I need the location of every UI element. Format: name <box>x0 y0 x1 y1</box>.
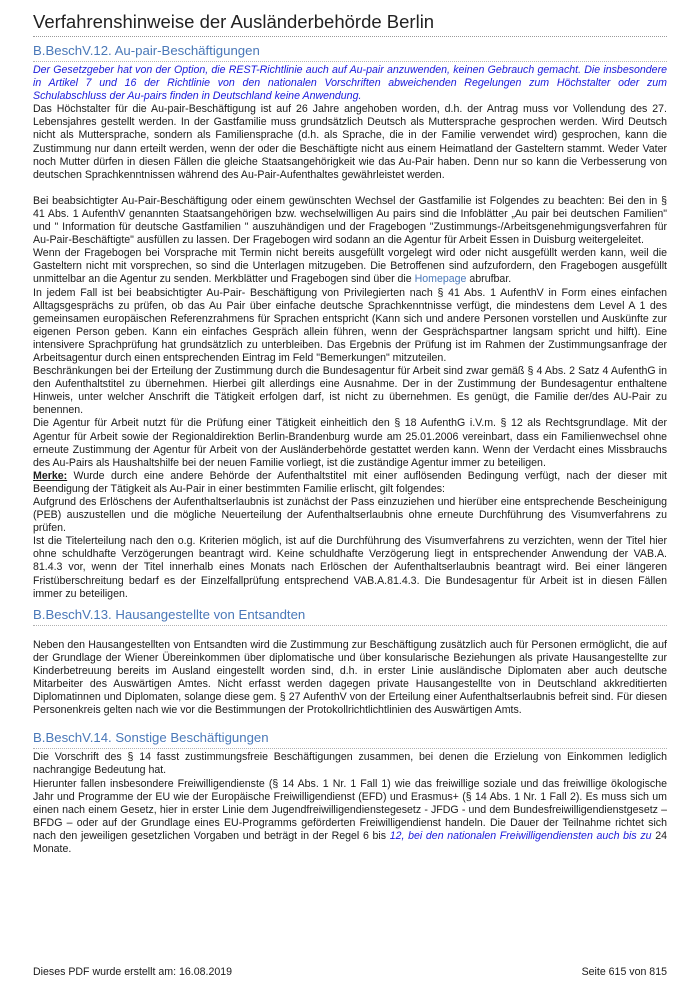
paragraph: Beschränkungen bei der Erteilung der Zustimmung durch die Bundesagentur für Arbeit sind zwar gemäß § 4 Abs. 2 Satz 4 AufenthG in den Aufenthaltstitel zu übernehmen. Hierbei gilt allerdings eine Ausnahme. Der in der Zustimmung der Bundesagentur enthaltene Hinweis, unter welcher Anschrift die Tätigkeit erfolgen darf, ist nicht zu übernehmen. Es genügt, die Familie der/des AU-Pair zu benennen. <box>33 365 667 417</box>
paragraph: Die Vorschrift des § 14 fasst zustimmungsfreie Beschäftigungen zusammen, bei denen die Erzielung von Einkommen lediglich nachrangige Bedeutung hat. <box>33 751 667 777</box>
paragraph: Aufgrund des Erlöschens der Aufenthaltserlaubnis ist zunächst der Pass einzuziehen und hierüber eine entsprechende Bescheinigung (PEB) auszustellen und die mögliche Neuerteilung der Aufenthaltserlaubnis ohne erneute Durchführung des Visumverfahrens zu prüfen. <box>33 496 667 535</box>
section-heading-12: B.BeschV.12. Au-pair-Beschäftigungen <box>33 43 260 58</box>
paragraph <box>33 778 667 857</box>
paragraph: Ist die Titelerteilung nach den o.g. Kriterien möglich, ist auf die Durchführung des Visumverfahrens zu verzichten, wenn der Titel hier ohne schuldhafte Verzögerungen beantragt wird. Keine schuldhafte Verzögerung liegt in entsprechender Anwendung der VAB.A. 81.4.3 vor, wenn der Titel innerhalb eines Monats nach Erlöschen der Aufenthaltserlaubnis beantragt wird. Bei einer längeren Fristüberschreitung bedarf es der Einzelfallprüfung entsprechend VAB.A.81.4.3. Die Bundesagentur für Arbeit ist in diesen Fällen immer zu beteiligen. <box>33 535 667 600</box>
creation-date: Dieses PDF wurde erstellt am: 16.08.2019 <box>33 966 233 978</box>
directive-hint: Der Gesetzgeber hat von der Option, die REST-Richtlinie auch auf Au-pair anzuwenden, keinen Gebrauch gemacht. Die insbesondere in Artikel 7 und 16 der Richtlinie von den nationalen Vorschriften abweichenden Regelungen zum Höchstalter oder zum Schulabschluss der Au-pairs finden in Deutschland keine Anwendung. <box>33 64 667 103</box>
document-title: Verfahrenshinweise der Ausländerbehörde Berlin <box>33 11 435 32</box>
paragraph-text: abrufbar. <box>466 273 512 286</box>
paragraph: Das Höchstalter für die Au-pair-Beschäftigung ist auf 26 Jahre angehoben worden, d.h. der Antrag muss vor Vollendung des 27. Lebensjahres gestellt werden. In der Gastfamilie muss grundsätzlich Deutsch als Muttersprache gesprochen werden. Wird Deutsch nicht als Muttersprache, sondern als Familiensprache (d.h. als Sprache, die in der Familie verwendet wird) gesprochen, kann die Zustimmung nur dann erteilt werden, wenn der oder die Beschäftigte nicht aus einem Heimatland der Gasteltern stammt. Weder Vater noch Mutter dürfen in diesen Fällen die gleiche Staatsangehörigkeit wie das Au-Pair haben. Denn nur so kann die Verbesserung von deutschen Sprachkenntnissen während des Au-Pair-Aufenthaltes gewährleistet werden. <box>33 103 667 181</box>
freiwilligendienst-link[interactable]: 12, bei den nationalen Freiwilligendiensten auch bis zu <box>389 829 652 842</box>
paragraph: In jedem Fall ist bei beabsichtigter Au-Pair- Beschäftigung von Privilegierten nach § 41 Abs. 1 AufenthV in Form eines einfachen Alltagsgesprächs zu prüfen, ob das Au Pair über einfache deutsche Sprachkenntnisse verfügt, die mindestens dem Level A 1 des gemeinsamen europäischen Referenzrahmens für Sprachen entspricht (Kann sich und andere Personen vorstellen und Auskünfte zur eigenen Person geben. Kann ein einfaches Gespräch allein führen, wenn der Gesprächspartner langsam spricht und hilft). Eine intensivere Sprachprüfung hat grundsätzlich zu unterbleiben. Das Ergebnis der Prüfung ist im Rahmen der Zustimmungsanfrage der Arbeitsagentur durch einen entsprechenden Eintrag im Feld "Bemerkungen" mitzuteilen. <box>33 286 667 364</box>
merke-label: Merke: <box>33 469 68 482</box>
paragraph: Die Agentur für Arbeit nutzt für die Prüfung einer Tätigkeit einheitlich den § 18 AufenthG i.V.m. § 12 als Rechtsgrundlage. Mit der Agentur für Arbeit sowie der Regionaldirektion Berlin-Brandenburg wurde am 25.01.2006 vereinbart, dass ein Familienwechsel ohne erneute Zustimmung der Agentur für Arbeit von der Ausländerbehörde gestattet werden kann. Wenn der Verdacht eines Missbrauchs des Au-Pairs als Haushaltshilfe bei der neuen Familie vorliegt, ist die zuständige Agentur immer zu beteiligen. <box>33 417 667 469</box>
paragraph-text: Wenn der Fragebogen bei Vorsprache mit Termin nicht bereits ausgefüllt vorgelegt wird oder nicht ausgefüllt werden kann, weil die Gasteltern nicht mit vorsprechen, so sind die Unterlagen mitzugeben. Die Betroffenen sind aufzufordern, den Fragebogen ausgefüllt unmittelbar an die Agentur zu senden. Merkblätter und Fragebogen sind über die <box>33 247 667 286</box>
paragraph-text: Wurde durch eine andere Behörde der Aufenthaltstitel mit einer auflösenden Bedingung verfügt, nach der dieser mit Beendigung der Tätigkeit als Au-Pair in einer bestimmten Familie erlischt, gilt folgendes: <box>33 469 667 495</box>
paragraph <box>33 247 667 286</box>
paragraph <box>33 470 667 496</box>
paragraph: Neben den Hausangestellten von Entsandten wird die Zustimmung zur Beschäftigung zusätzlich auch für Personen ermöglicht, die auf der Grundlage der Wiener Übereinkommen über diplomatische und über konsularische Beziehungen als private Hausangestellte zur Kinderbetreuung bereits im Ausland eingestellt worden sind, d.h. in erster Linie ausländische Diplomaten aber auch deutsche Mitarbeiter des Auswärtigen Amtes. Nicht erfasst werden dagegen private Hausangestellte von in Deutschland akkreditierten Diplomatinnen und Diplomaten, solange diese gem. § 27 AufenthV von der Erteilung einer Aufenthaltserlaubnis befreit sind. Für diesen Personenkreis gelten nach wie vor die Bestimmungen der Protokollrichtlichtlinien des Auswärtigen Amts. <box>33 638 667 717</box>
paragraph-text: Hierunter fallen insbesondere Freiwilligendienste (§ 14 Abs. 1 Nr. 1 Fall 1) wie das freiwillige soziale und das freiwillige ökologische Jahr und Programme der EU wie der Europäische Freiwilligendienst (EFD) und Erasmus+ (§ 14 Abs. 1 Nr. 1 Fall 2). Es muss sich um einen nach einem Gesetz, hier in erster Linie dem Jugendfreiwilligendienstegesetz - JFDG - und dem Bundesfreiwilligendienstgesetz – BFDG – oder auf der Grundlage eines EU-Programms geförderten Freiwilligendienst handeln. Die Dauer der Teilnahme richtet sich nach den jeweiligen gesetzlichen Vorgaben und beträgt in der Regel 6 bis <box>33 777 667 842</box>
paragraph: Bei beabsichtigter Au-Pair-Beschäftigung oder einem gewünschten Wechsel der Gastfamilie ist Folgendes zu beachten: Bei den in § 41 Abs. 1 AufenthV genannten Staatsangehörigen bzw. wechselwilligen Au pairs sind die Infoblätter „Au pair bei deutschen Familien" und " Information für deutsche Gastfamilien " auszuhändigen und der Fragebogen "Zustimmungs-/Arbeitsgenehmigungsverfahren für Au-Pair-Beschäftigte" ausfüllen zu lassen. Der Fragebogen wird sodann an die Agentur für Arbeit Essen in Duisburg weitergeleitet. <box>33 194 667 247</box>
paragraph-text: 24 Monate. <box>33 829 667 855</box>
page-footer <box>33 966 667 979</box>
document-page <box>33 10 667 856</box>
page-number: Seite 615 von 815 <box>581 966 667 978</box>
homepage-link[interactable]: Homepage <box>414 273 467 286</box>
section-heading-14: B.BeschV.14. Sonstige Beschäftigungen <box>33 730 269 746</box>
section-heading-13: B.BeschV.13. Hausangestellte von Entsandten <box>33 606 306 622</box>
